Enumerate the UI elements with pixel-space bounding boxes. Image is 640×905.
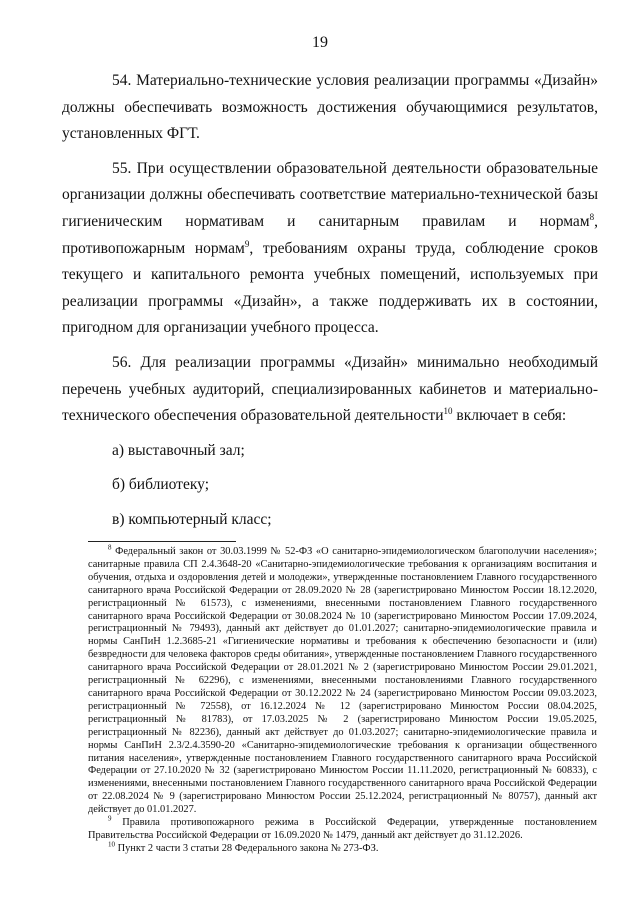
footnote-10 (88, 840, 597, 856)
paragraph-54: 54. Материально-технические условия реализации программы «Дизайн» должны обеспечивать возможность достижения обучающимися результатов, установленных ФГТ. (62, 72, 598, 143)
list-item-c: в) компьютерный класс; (112, 510, 272, 528)
footnote-text: Пункт 2 части 3 статьи 28 Федерального закона № 273-ФЗ. (115, 842, 379, 854)
footnote-ref-10: 10 (443, 405, 453, 416)
main-text (62, 68, 598, 542)
footnote-8 (88, 543, 597, 817)
paragraph-55 (62, 156, 598, 342)
footnote-number: 8 (108, 543, 112, 552)
paragraph-56 (62, 350, 598, 430)
list-item-b: б) библиотеку; (112, 476, 209, 494)
footnote-number: 9 (108, 814, 112, 823)
footnote-ref-9: 9 (244, 238, 250, 249)
paragraph-56-text-after: включает в себя: (452, 407, 567, 425)
footnotes (88, 543, 597, 856)
footnote-text: Правила противопожарного режима в Российской Федерации, утвержденные постановлением Правительства Российской Федерации от 16.09.2020 № 1479, данный акт действует до 31.12.2026. (88, 817, 597, 841)
footnote-ref-8: 8 (589, 211, 595, 222)
footnote-divider (88, 541, 236, 542)
paragraph-55-text-middle: , противопожарным нормам (62, 212, 598, 257)
paragraph-55-text-before: 55. При осуществлении образовательной деятельности образовательные организации должны обеспечивать соответствие материально-технической базы гигиеническим нормативам и санитарным правилам и нормам (62, 159, 598, 230)
footnote-number: 10 (108, 840, 115, 849)
paragraph-56-text-before: 56. Для реализации программы «Дизайн» минимально необходимый перечень учебных аудиторий, специализированных кабинетов и материально-технического обеспечения образовательной деятельности (62, 353, 598, 425)
footnote-text: Федеральный закон от 30.03.1999 № 52-ФЗ «О санитарно-эпидемиологическом благополучии населения»; санитарные правила СП 2.4.3648-20 «Санитарно-эпидемиологические требования к организациям воспитания и обучения, отдыха и оздоровления детей и молодежи», утвержденные постановлением Главного государственного санитарного врача Российской Федерации от 28.09.2020 № 28 (зарегистрировано Минюстом России 18.12.2020, регистрационный № 61573), с изменениями, внесенными постановлением Главного государственного санитарного врача Российской Федерации от 30.08.2024 № 10 (зарегистрировано Минюстом России 17.09.2024, регистрационный № 79493), данный акт действует до 01.01.2027; санитарно-эпидемиологические правила и нормы СанПиН 1.2.3685-21 «Гигиенические нормативы и требования к обеспечению безопасности и (или) безвредности для человека факторов среды обитания», утвержденные постановлением Главного государственного санитарного врача Российской Федерации от 28.01.2021 № 2 (зарегистрировано Минюстом России 29.01.2021, регистрационный № 62296), с изменениями, внесенными постановлениями Главного государственного санитарного врача Российской Федерации от 30.12.2022 № 24 (зарегистрировано Минюстом России 09.03.2023, регистрационный № 72558), от 16.12.2024 № 12 (зарегистрировано Минюстом России 08.04.2025, регистрационный № 81783), от 17.03.2025 № 2 (зарегистрировано Минюстом России 19.05.2025, регистрационный № 82236), данный акт действует до 01.03.2027; санитарно-эпидемиологические правила и нормы СанПиН 2.3/2.4.3590-20 «Санитарно-эпидемиологические требования к организации общественного питания населения», утвержденные постановлением Главного государственного санитарного врача Российской Федерации от 27.10.2020 № 32 (зарегистрировано Минюстом России 11.11.2020, регистрационный № 60833), с изменениями, внесенными постановлением Главного государственного санитарного врача Российской Федерации от 22.08.2024 № 9 (зарегистрировано Минюстом России 25.12.2024, регистрационный № 80757), данный акт действует до 01.01.2027. (88, 546, 597, 816)
paragraph-55-text-after: , требованиям охраны труда, соблюдение сроков текущего и капитального ремонта учебных помещений, используемых при реализации программы «Дизайн», а также поддерживать их в состоянии, пригодном для организации учебного процесса. (62, 239, 598, 337)
page-number: 19 (312, 34, 328, 51)
list-item-a: а) выставочный зал; (112, 441, 245, 459)
footnote-9 (88, 814, 597, 843)
